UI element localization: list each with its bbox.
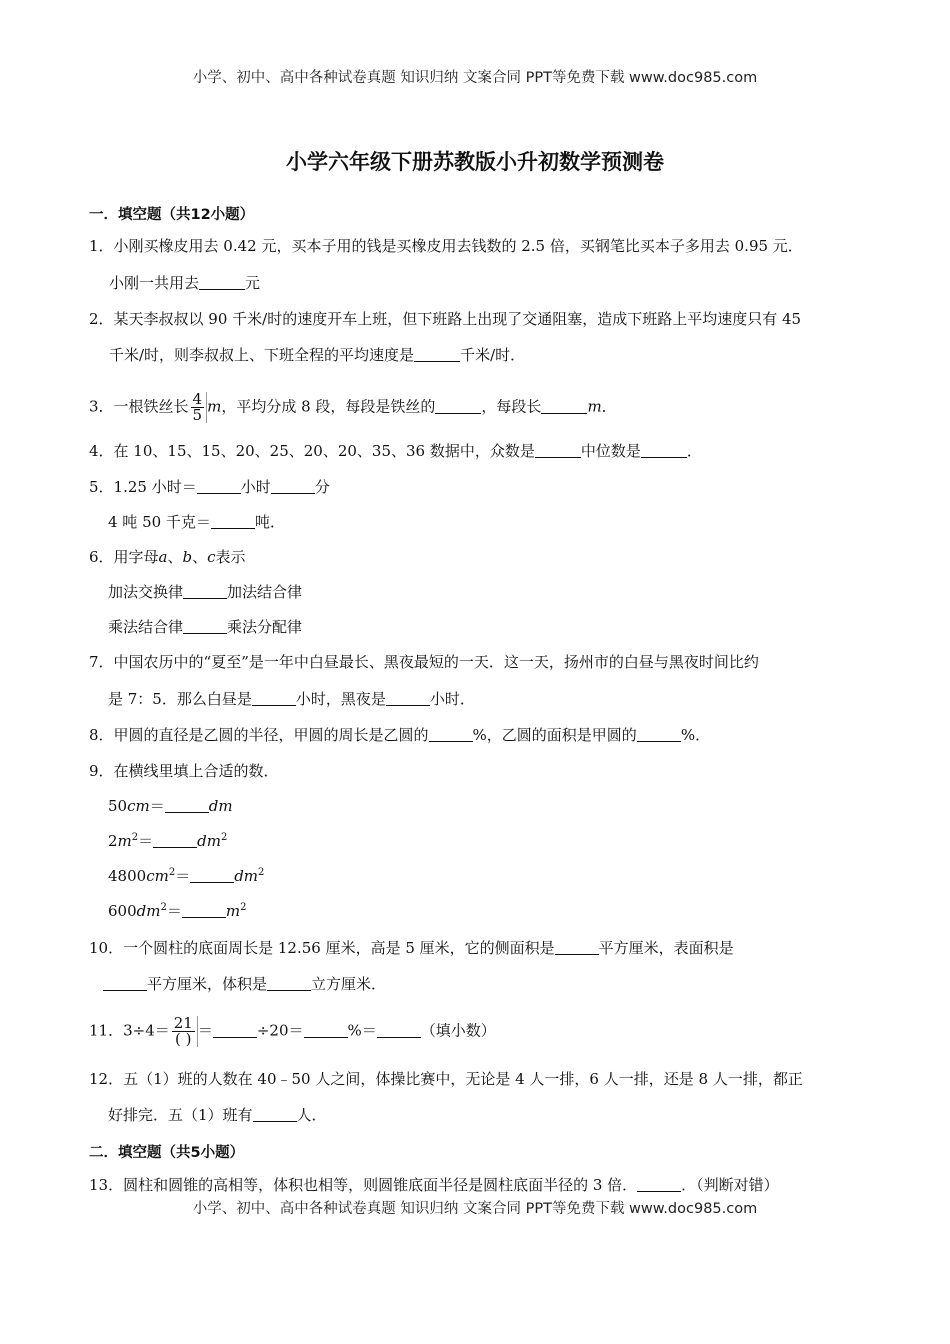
answer-blank[interactable]	[183, 617, 227, 634]
question-12-line-2: 好排完．五（1）班有 人．	[108, 1106, 327, 1124]
question-9-row-4: $600dm^2= m^2$	[108, 902, 247, 920]
question-2-line-1: 2．某天李叔叔以 90 千米/时的速度开车上班，但下班路上出现了交通阻塞，造成下班路上平均速度只有 45	[89, 310, 802, 328]
question-6-line-1: 6．用字母a、b、c表示	[89, 548, 246, 566]
answer-blank[interactable]	[555, 938, 599, 955]
question-2-line-2: 千米/时，则李叔叔上、下班全程的平均速度是 千米/时．	[109, 346, 526, 364]
question-6-line-3: 乘法结合律 乘法分配律	[108, 618, 303, 636]
answer-blank[interactable]	[541, 397, 587, 414]
question-1-line-2: 小刚一共用去 元	[109, 274, 261, 292]
answer-blank[interactable]	[182, 901, 226, 918]
fraction-four-fifths: $\frac{4}{5}$	[189, 392, 208, 423]
question-13: 13．圆柱和圆锥的高相等，体积也相等，则圆锥底面半径是圆柱底面半径的 3 倍． ．（判断对错）	[89, 1176, 779, 1194]
question-5-line-2: 4 吨 50 千克＝ 吨．	[108, 513, 285, 531]
section-heading-2: 二．填空题（共5小题）	[89, 1145, 245, 1161]
answer-blank[interactable]	[435, 397, 481, 414]
page-title: 小学六年级下册苏教版小升初数学预测卷	[286, 150, 664, 174]
question-8: 8．甲圆的直径是乙圆的半径，甲圆的周长是乙圆的 %，乙圆的面积是甲圆的 %．	[89, 726, 711, 744]
answer-blank[interactable]	[197, 477, 241, 494]
question-11: 11．3÷4＝ $\frac{21}{( )}$ ＝ ÷20＝ %＝ （填小数）	[89, 1014, 496, 1048]
question-6-line-2: 加法交换律 加法结合律	[108, 583, 303, 601]
answer-blank[interactable]	[253, 1105, 297, 1122]
question-3: 3．一根铁丝长 $\frac{4}{5}$ m，平均分成 8 段，每段是铁丝的 ，每段长 m．	[89, 390, 617, 424]
question-7-line-2: 是 7：5．那么白昼是 小时，黑夜是 小时．	[108, 690, 475, 708]
answer-blank[interactable]	[252, 689, 296, 706]
question-4: 4．在 10、15、15、20、25、20、20、35、36 数据中，众数是 中位数是 ．	[89, 442, 702, 460]
answer-blank[interactable]	[199, 273, 245, 290]
question-10-line-1: 10．一个圆柱的底面周长是 12.56 厘米，高是 5 厘米，它的侧面积是 平方厘米，表面积是	[89, 939, 734, 957]
question-9-row-1: 50cm＝ dm	[108, 797, 233, 815]
fraction-21-over-blank: $\frac{21}{( )}$	[170, 1016, 198, 1047]
answer-blank[interactable]	[637, 725, 681, 742]
answer-blank[interactable]	[386, 689, 430, 706]
answer-blank[interactable]	[165, 796, 209, 813]
answer-blank[interactable]	[183, 582, 227, 599]
question-9-row-3: $4800cm^2= dm^2$	[108, 867, 265, 885]
answer-blank[interactable]	[271, 477, 315, 494]
answer-blank[interactable]	[641, 441, 687, 458]
question-1-line-1: 1．小刚买橡皮用去 0.42 元，买本子用的钱是买橡皮用去钱数的 2.5 倍，买钢笔比买本子多用去 0.95 元．	[89, 237, 803, 255]
answer-blank[interactable]	[267, 974, 311, 991]
answer-blank[interactable]	[190, 866, 234, 883]
header-banner: 小学、初中、高中各种试卷真题 知识归纳 文案合同 PPT等免费下载 www.doc985.com	[192, 70, 758, 86]
answer-blank[interactable]	[103, 974, 147, 991]
question-12-line-1: 12．五（1）班的人数在 40﹣50 人之间，体操比赛中，无论是 4 人一排，6 人一排，还是 8 人一排，都正	[89, 1070, 803, 1088]
question-9-line-1: 9．在横线里填上合适的数．	[89, 762, 279, 780]
answer-blank[interactable]	[535, 441, 581, 458]
footer-banner: 小学、初中、高中各种试卷真题 知识归纳 文案合同 PPT等免费下载 www.doc985.com	[192, 1201, 758, 1217]
answer-blank[interactable]	[211, 512, 255, 529]
section-heading-1: 一．填空题（共12小题）	[89, 207, 255, 223]
answer-blank[interactable]	[213, 1021, 257, 1038]
answer-blank[interactable]	[637, 1175, 681, 1192]
answer-blank[interactable]	[377, 1021, 421, 1038]
question-5-line-1: 5．1.25 小时＝ 小时 分	[89, 478, 330, 496]
answer-blank[interactable]	[304, 1021, 348, 1038]
answer-blank[interactable]	[153, 831, 197, 848]
question-9-row-2: $2m^2= dm^2$	[108, 832, 228, 850]
question-7-line-1: 7．中国农历中的“夏至”是一年中白昼最长、黑夜最短的一天．这一天，扬州市的白昼与黑夜时间比约	[89, 653, 759, 671]
answer-blank[interactable]	[429, 725, 473, 742]
answer-blank[interactable]	[414, 345, 460, 362]
question-10-line-2: 平方厘米，体积是 立方厘米．	[103, 974, 386, 994]
